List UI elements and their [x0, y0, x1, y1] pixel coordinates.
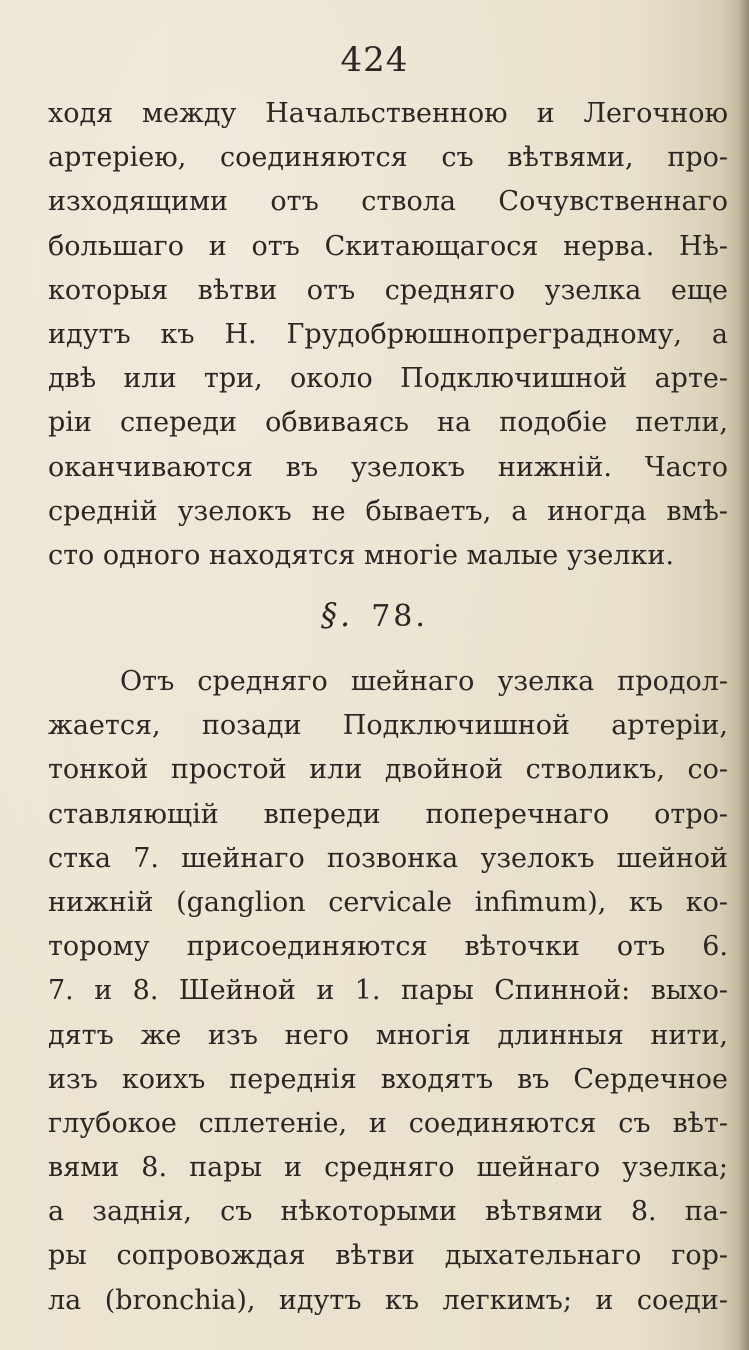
section-mark: §.: [321, 596, 354, 634]
text-line: средній узелокъ не бываетъ, а иногда вмѣ-: [48, 495, 728, 527]
paragraph-continuation: [48, 92, 728, 578]
text-line: оканчиваются въ узелокъ нижній. Часто: [48, 451, 728, 483]
text-line: двѣ или три, около Подключишной арте-: [48, 363, 728, 395]
text-line: ставляющій впереди поперечнаго отро-: [48, 798, 728, 830]
text-line: глубокое сплетеніе, и соединяются съ вѣт-: [48, 1107, 728, 1139]
text-line: ріи спереди обвиваясь на подобіе петли,: [48, 407, 728, 439]
text-line: ходя между Начальственною и Легочною: [48, 98, 728, 129]
text-line: нижній (ganglion cervicale infimum), къ ко-: [48, 886, 728, 918]
text-line: жается, позади Подключишной артеріи,: [48, 710, 728, 742]
text-line: изъ коихъ переднія входятъ въ Сердечное: [48, 1063, 728, 1095]
text-line: а заднія, съ нѣкоторыми вѣтвями 8. па-: [48, 1196, 728, 1228]
text-line: ла (bronchia), идутъ къ легкимъ; и соеди-: [48, 1284, 728, 1316]
text-line: дятъ же изъ него многія длинныя нити,: [48, 1019, 728, 1051]
text-line: вями 8. пары и средняго шейнаго узелка;: [48, 1152, 728, 1184]
text-line: 7. и 8. Шейной и 1. пары Спинной: выхо-: [48, 975, 728, 1007]
section-heading: [0, 596, 749, 634]
paragraph-section-78: [48, 660, 728, 1323]
text-line: большаго и отъ Скитающагося нерва. Нѣ-: [48, 230, 728, 262]
text-line: идутъ къ Н. Грудобрюшнопреградному, а: [48, 318, 728, 350]
text-line: изходящими отъ ствола Сочувственнаго: [48, 186, 728, 218]
page-number: 424: [340, 40, 409, 80]
text-line: тонкой простой или двойной стволикъ, со-: [48, 754, 728, 786]
section-number: 78.: [371, 599, 428, 634]
text-line: сто одного находятся многіе малые узелки.: [48, 539, 675, 571]
page-edge-shadow: [739, 0, 749, 1350]
text-line: торому присоединяются вѣточки отъ 6.: [48, 931, 728, 963]
text-line: которыя вѣтви отъ средняго узелка еще: [48, 274, 728, 306]
text-line: Отъ средняго шейнаго узелка продол-: [120, 666, 728, 697]
text-line: артеріею, соединяются съ вѣтвями, про-: [48, 142, 728, 174]
text-line: ры сопровождая вѣтви дыхательнаго гор-: [48, 1240, 728, 1272]
text-line: стка 7. шейнаго позвонка узелокъ шейной: [48, 842, 728, 874]
